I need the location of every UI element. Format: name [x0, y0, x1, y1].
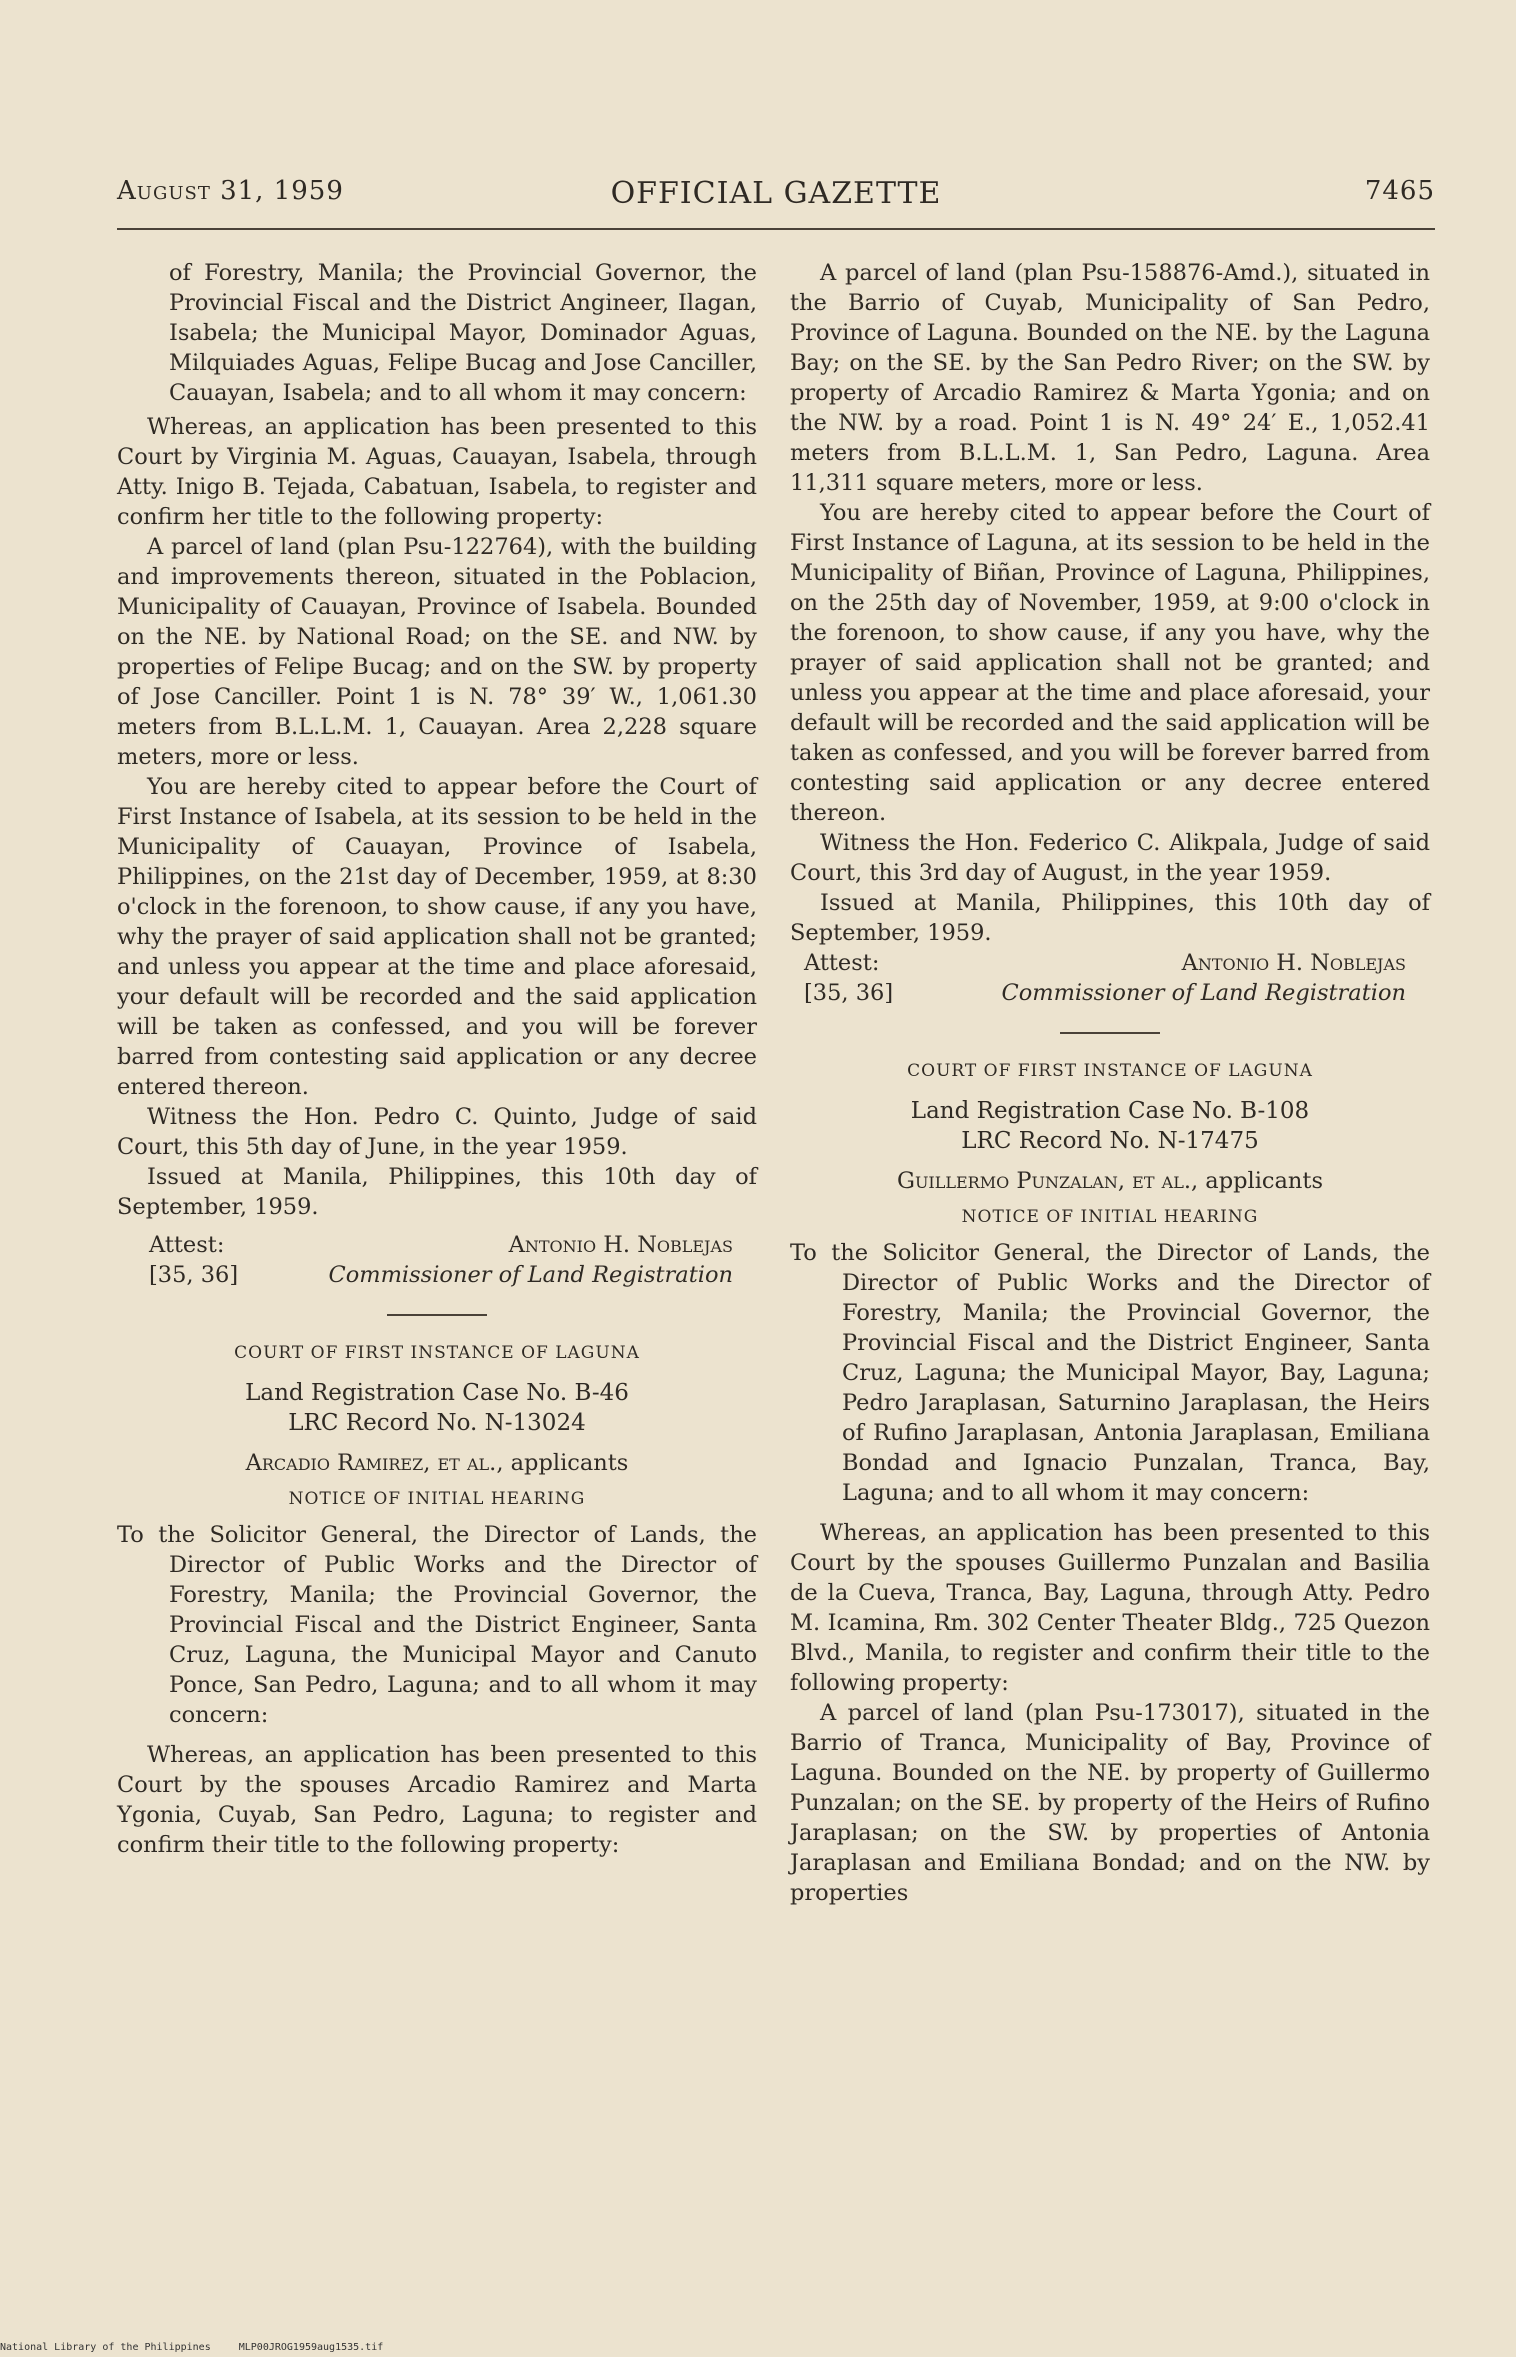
parcel-description: A parcel of land (plan Psu-122764), with the building and improvements thereon, situated in the Poblacion, Municipality of Cauayan, Province of Isabela. Bounded on the NE. by National Road; on the SE. and NW. by properties of Felipe Bucag; and on the SW. by property of Jose Canciller. Point 1 is N. 78° 39′ W., 1,061.30 meters from B.L.L.M. 1, Cauayan. Area 2,228 square meters, more or less.: [117, 534, 757, 770]
record-number: LRC Record No. N-13024: [288, 1410, 586, 1436]
parcel-description: A parcel of land (plan Psu-158876-Amd.), situated in the Barrio of Cuyab, Municipality of San Pedro, Province of Laguna. Bounded on the NE. by the Laguna Bay; on the SE. by the San Pedro River; on the SW. by property of Arcadio Ramirez & Marta Ygonia; and on the NW. by a road. Point 1 is N. 49° 24′ E., 1,052.41 meters from B.L.L.M. 1, San Pedro, Laguna. Area 11,311 square meters, more or less.: [790, 260, 1430, 496]
scan-filename: MLP00JROG1959aug1535.tif: [238, 2342, 384, 2353]
applicants-line: [117, 1448, 757, 1478]
issue-reference: [35, 36]: [149, 1262, 239, 1288]
attest-label: Attest:: [804, 950, 880, 976]
page-number: 7465: [1364, 176, 1435, 206]
section-separator: [1060, 1032, 1160, 1034]
notice-heading: NOTICE OF INITIAL HEARING: [961, 1207, 1259, 1227]
attest-block: [117, 1230, 757, 1290]
citation-paragraph: You are hereby cited to appear before the Court of First Instance of Isabela, at its session to be held in the Municipality of Cauayan, Province of Isabela, Philippines, on the 21st day of December, 1959, at 8:30 o'clock in the forenoon, to show cause, if any you have, why the prayer of said application shall not be granted; and unless you appear at the time and place aforesaid, your default will be recorded and the said application will be taken as confessed, and you will be forever barred from contesting said application or any decree entered thereon.: [117, 774, 757, 1100]
header-rule: [117, 228, 1435, 230]
gazette-title: OFFICIAL GAZETTE: [610, 176, 942, 211]
issued-paragraph: Issued at Manila, Philippines, this 10th day of September, 1959.: [790, 890, 1430, 946]
notice-heading: NOTICE OF INITIAL HEARING: [288, 1489, 586, 1509]
applicants-suffix: , applicants: [496, 1450, 629, 1476]
left-column: [117, 258, 757, 1860]
case-number: Land Registration Case No. B-46: [245, 1380, 629, 1406]
attest-label: Attest:: [149, 1232, 225, 1258]
whereas-paragraph: Whereas, an application has been presented to this Court by Virginia M. Aguas, Cauayan, Isabela, through Atty. Inigo B. Tejada, Cabatuan, Isabela, to register and confirm her title to the following property:: [117, 414, 757, 530]
addressee-continuation: of Forestry, Manila; the Provincial Governor, the Provincial Fiscal and the District Angineer, Ilagan, Isabela; the Municipal Mayor, Dominador Aguas, Milquiades Aguas, Felipe Bucag and Jose Canciller, Cauayan, Isabela; and to all whom it may concern:: [169, 260, 757, 406]
record-number: LRC Record No. N-17475: [961, 1128, 1259, 1154]
court-heading: COURT OF FIRST INSTANCE OF LAGUNA: [907, 1061, 1313, 1081]
section-separator: [387, 1314, 487, 1316]
issue-date: August 31, 1959: [117, 176, 344, 206]
applicants-name: Guillermo Punzalan, et al.: [896, 1168, 1191, 1194]
addressee-paragraph: To the Solicitor General, the Director of Lands, the Director of Public Works and the Director of Forestry, Manila; the Provincial Governor, the Provincial Fiscal and the District Engineer, Santa Cruz, Laguna; the Municipal Mayor, Bay, Laguna; Pedro Jaraplasan, Saturnino Jaraplasan, the Heirs of Rufino Jaraplasan, Antonia Jaraplasan, Emiliana Bondad and Ignacio Punzalan, Tranca, Bay, Laguna; and to all whom it may concern:: [790, 1240, 1430, 1506]
signatory-title: Commissioner of Land Registration: [328, 1262, 733, 1288]
library-credit: National Library of the Philippines: [0, 2342, 211, 2353]
witness-paragraph: Witness the Hon. Federico C. Alikpala, Judge of said Court, this 3rd day of August, in the year 1959.: [790, 830, 1430, 886]
attest-block: [790, 948, 1430, 1008]
issue-reference: [35, 36]: [804, 980, 894, 1006]
parcel-description: A parcel of land (plan Psu-173017), situated in the Barrio of Tranca, Municipality of Bay, Province of Laguna. Bounded on the NE. by property of Guillermo Punzalan; on the SE. by property of the Heirs of Rufino Jaraplasan; on the SW. by properties of Antonia Jaraplasan and Emiliana Bondad; and on the NW. by properties: [790, 1700, 1430, 1906]
signatory-name: Antonio H. Noblejas: [1181, 950, 1406, 976]
signatory-name: Antonio H. Noblejas: [508, 1232, 733, 1258]
whereas-paragraph: Whereas, an application has been presented to this Court by the spouses Guillermo Punzalan and Basilia de la Cueva, Tranca, Bay, Laguna, through Atty. Pedro M. Icamina, Rm. 302 Center Theater Bldg., 725 Quezon Blvd., Manila, to register and confirm their title to the following property:: [790, 1520, 1430, 1696]
page-header: [117, 176, 1435, 216]
signatory-title: Commissioner of Land Registration: [1001, 980, 1406, 1006]
case-number: Land Registration Case No. B-108: [910, 1098, 1310, 1124]
whereas-paragraph: Whereas, an application has been presented to this Court by the spouses Arcadio Ramirez and Marta Ygonia, Cuyab, San Pedro, Laguna; to register and confirm their title to the following property:: [117, 1742, 757, 1858]
applicants-line: [790, 1166, 1430, 1196]
citation-paragraph: You are hereby cited to appear before the Court of First Instance of Laguna, at its session to be held in the Municipality of Biñan, Province of Laguna, Philippines, on the 25th day of November, 1959, at 9:00 o'clock in the forenoon, to show cause, if any you have, why the prayer of said application shall not be granted; and unless you appear at the time and place aforesaid, your default will be recorded and the said application will be taken as confessed, and you will be forever barred from contesting said application or any decree entered thereon.: [790, 500, 1430, 826]
issued-paragraph: Issued at Manila, Philippines, this 10th day of September, 1959.: [117, 1164, 757, 1220]
applicants-name: Arcadio Ramirez, et al.: [245, 1450, 497, 1476]
addressee-paragraph: To the Solicitor General, the Director of Lands, the Director of Public Works and the Director of Forestry, Manila; the Provincial Governor, the Provincial Fiscal and the District Engineer, Santa Cruz, Laguna, the Municipal Mayor and Canuto Ponce, San Pedro, Laguna; and to all whom it may concern:: [117, 1522, 757, 1728]
scan-footer: [0, 2342, 405, 2353]
court-heading: COURT OF FIRST INSTANCE OF LAGUNA: [234, 1343, 640, 1363]
witness-paragraph: Witness the Hon. Pedro C. Quinto, Judge of said Court, this 5th day of June, in the year 1959.: [117, 1104, 757, 1160]
right-column: [790, 258, 1430, 1908]
applicants-suffix: , applicants: [1191, 1168, 1324, 1194]
